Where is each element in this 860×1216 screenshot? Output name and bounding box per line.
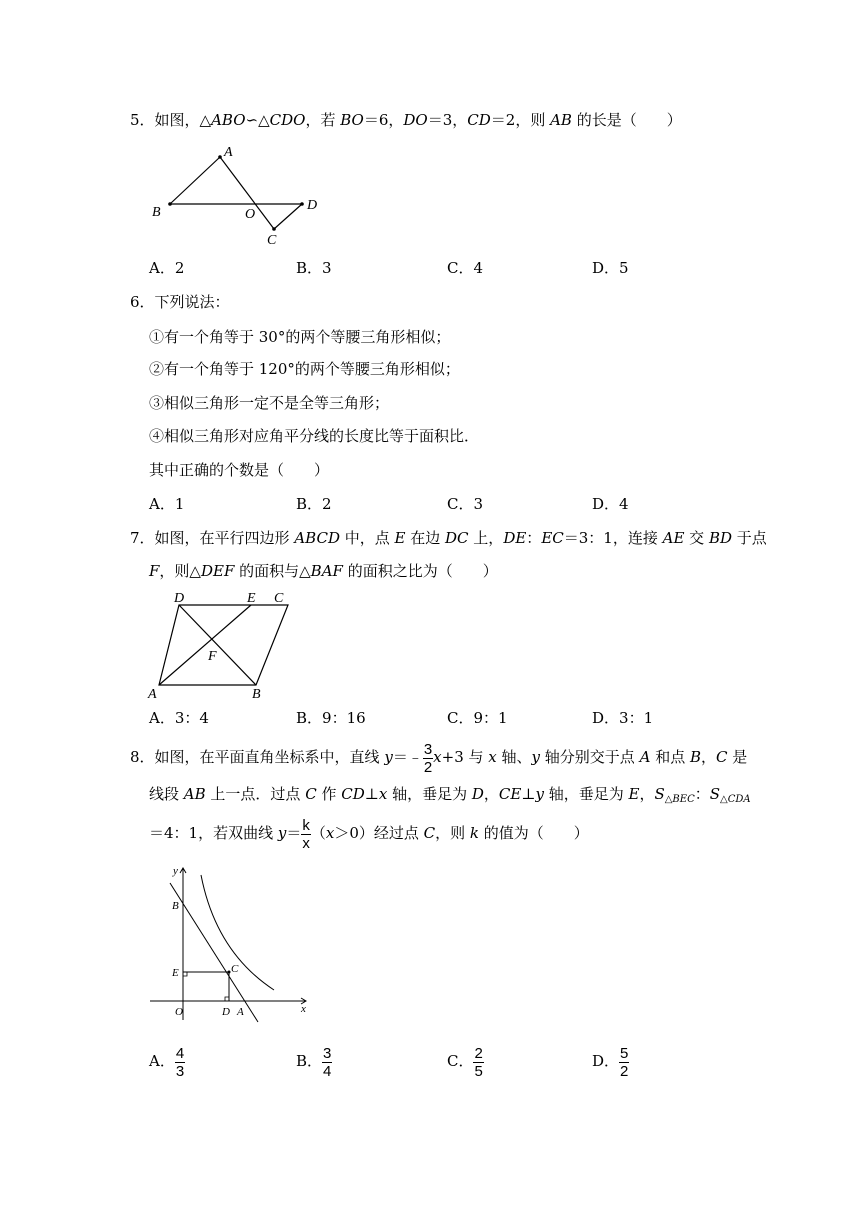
q7-label-F: F bbox=[208, 649, 217, 664]
q5-label-C: C bbox=[267, 233, 277, 248]
q6-option-c[interactable]: C．3 bbox=[447, 495, 484, 513]
q8-label-x: x bbox=[301, 1003, 306, 1015]
q8-stem-line3: ＝4：1，若双曲线 y＝ $\frac{k}{x}$ （x＞0）经过点 C，则 k 的值为（ ） bbox=[149, 816, 589, 852]
q7-option-a[interactable]: A．3：4 bbox=[149, 709, 209, 727]
q7-label-E: E bbox=[247, 591, 256, 606]
q8-option-b[interactable]: B． $\frac{3}{4}$ bbox=[296, 1044, 332, 1080]
q8-label-E: E bbox=[172, 967, 179, 979]
q6-question: 其中正确的个数是（ ） bbox=[149, 461, 330, 479]
q6-option-b[interactable]: B．2 bbox=[296, 495, 332, 513]
q5-label-O: O bbox=[245, 207, 256, 222]
q5-label-B: B bbox=[152, 205, 161, 220]
q5-option-c[interactable]: C．4 bbox=[447, 259, 484, 277]
q5-option-d[interactable]: D．5 bbox=[592, 259, 629, 277]
q6-option-a[interactable]: A．1 bbox=[149, 495, 185, 513]
q7-stem-line1: 7．如图，在平行四边形 ABCD 中，点 E 在边 DC 上，DE：EC＝3：1，连接 AE 交 BD 于点 bbox=[130, 529, 767, 547]
q5-option-b[interactable]: B．3 bbox=[296, 259, 332, 277]
q7-stem-line2: F，则△DEF 的面积与△BAF 的面积之比为（ ） bbox=[149, 562, 498, 580]
q7-label-D: D bbox=[174, 591, 185, 606]
q8-option-d[interactable]: D． $\frac{5}{2}$ bbox=[592, 1044, 629, 1080]
q8-label-O: O bbox=[175, 1006, 183, 1018]
q8-option-a[interactable]: A． $\frac{4}{3}$ bbox=[149, 1044, 185, 1080]
q7-option-b[interactable]: B．9：16 bbox=[296, 709, 366, 727]
q8-stem-line1: 8．如图，在平面直角坐标系中，直线 y＝﹣ $\frac{3}{2}$ x+3 与 x 轴、y 轴分别交于点 A 和点 B，C 是 bbox=[130, 740, 748, 776]
q8-label-A: A bbox=[237, 1006, 244, 1018]
q6-stem: 6．下列说法： bbox=[130, 293, 230, 311]
q7-figure bbox=[146, 587, 296, 702]
q5-option-a[interactable]: A．2 bbox=[149, 259, 185, 277]
q8-option-c[interactable]: C． $\frac{2}{5}$ bbox=[447, 1044, 483, 1080]
q8-label-C: C bbox=[231, 963, 239, 975]
q8-label-D: D bbox=[222, 1006, 230, 1018]
q5-stem: 5．如图，△ABO∽△CDO，若 BO＝6，DO＝3，CD＝2，则 AB 的长是（ ） bbox=[130, 111, 682, 129]
q7-option-c[interactable]: C．9：1 bbox=[447, 709, 508, 727]
q8-figure bbox=[146, 862, 316, 1022]
q6-item-3: ③相似三角形一定不是全等三角形； bbox=[149, 394, 390, 412]
q7-label-A: A bbox=[148, 687, 157, 702]
q6-item-4: ④相似三角形对应角平分线的长度比等于面积比． bbox=[149, 427, 480, 445]
q6-item-1: ①有一个角等于 30°的两个等腰三角形相似； bbox=[149, 328, 451, 346]
q7-label-C: C bbox=[274, 591, 284, 606]
q8-label-B: B bbox=[172, 900, 179, 912]
q8-slope-fraction: $\frac{3}{2}$ bbox=[423, 740, 433, 776]
q6-option-d[interactable]: D．4 bbox=[592, 495, 629, 513]
q5-label-D: D bbox=[307, 198, 318, 213]
q8-stem-line2: 线段 AB 上一点．过点 C 作 CD⊥x 轴，垂足为 D，CE⊥y 轴，垂足为 E，$S_{\triangle BEC}$：$S_{\triangle CDA}$ bbox=[149, 785, 751, 805]
q7-option-d[interactable]: D．3：1 bbox=[592, 709, 654, 727]
q6-item-2: ②有一个角等于 120°的两个等腰三角形相似； bbox=[149, 360, 460, 378]
q5-figure bbox=[150, 140, 340, 250]
q8-hyperbola-fraction: $\frac{k}{x}$ bbox=[302, 816, 310, 852]
q8-label-y: y bbox=[173, 865, 178, 877]
q5-label-A: A bbox=[224, 145, 233, 160]
q7-label-B: B bbox=[252, 687, 261, 702]
